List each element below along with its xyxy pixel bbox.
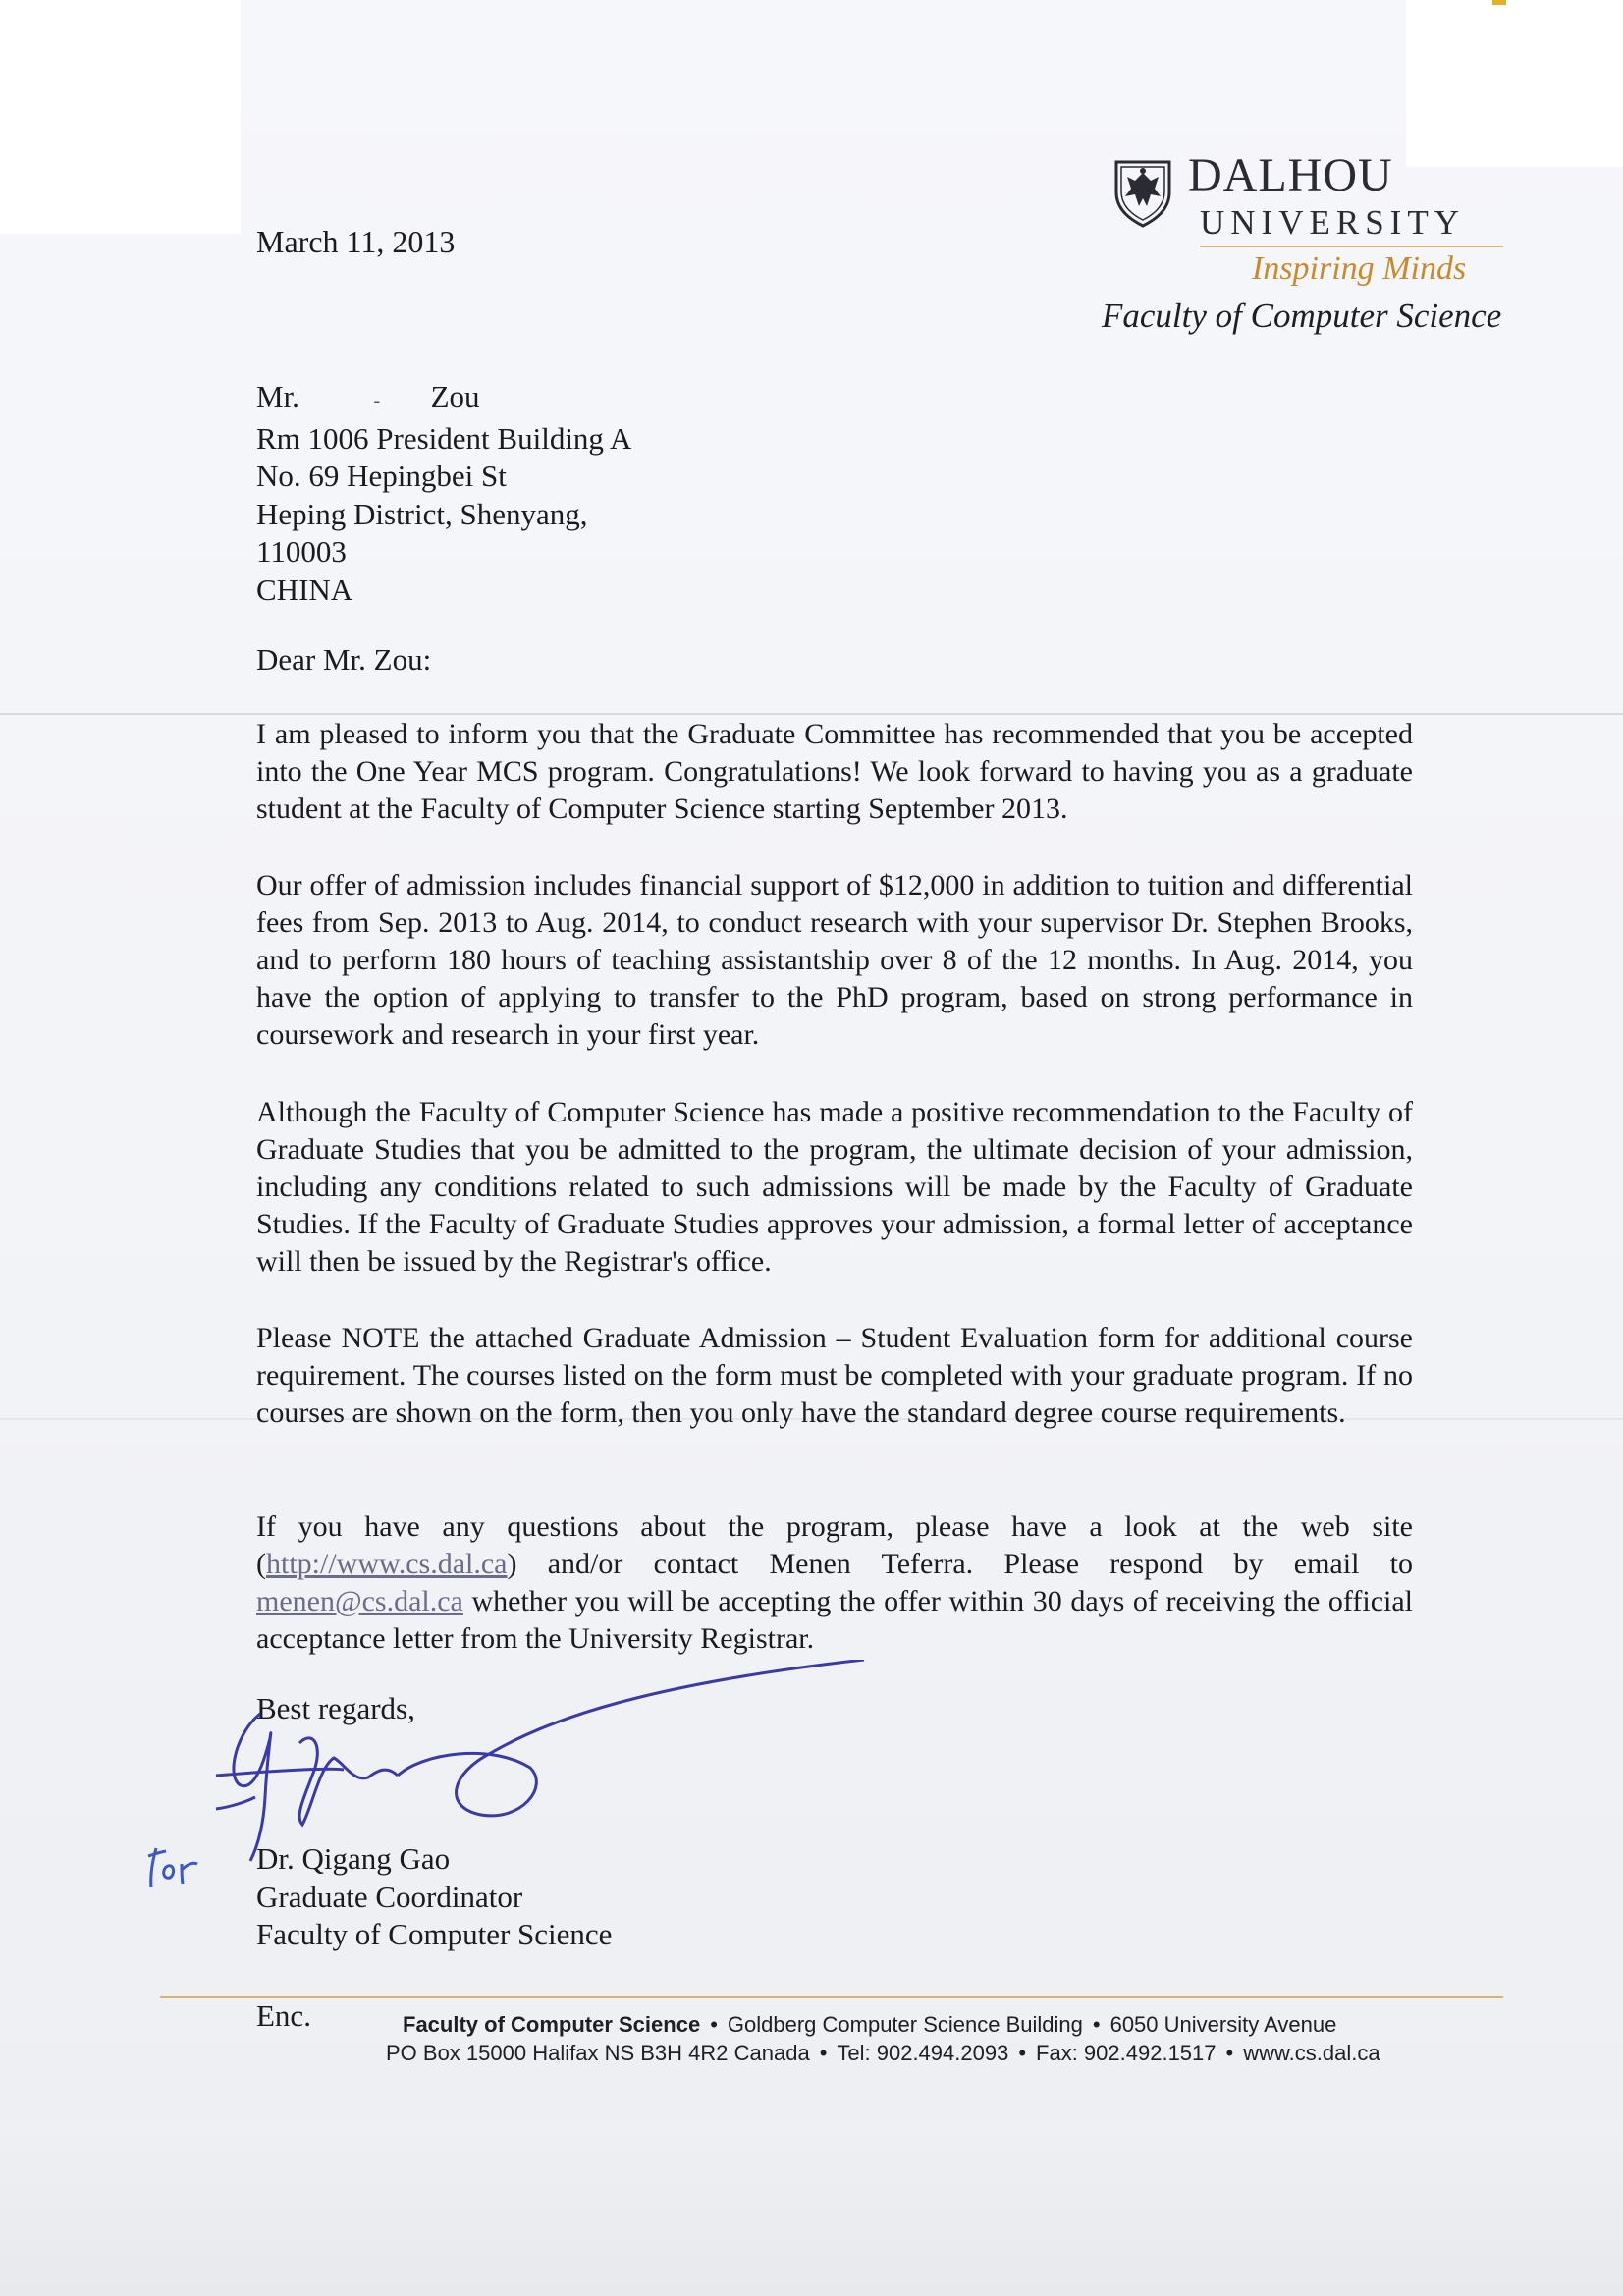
footer-fax: Fax: 902.492.1517 [1036,2041,1217,2065]
address-line: Heping District, Shenyang, [256,496,588,531]
address-line: 110003 [256,534,347,569]
university-tagline: Inspiring Minds [1252,250,1467,287]
bullet-separator: • [1225,2041,1234,2065]
bullet-separator: • [1092,2012,1101,2037]
letter-date: March 11, 2013 [256,224,456,259]
name-redaction-dash: - [373,390,381,411]
body-paragraph: Although the Faculty of Computer Science has made a positive recommendation to the Faculty of Graduate Studies that you be admitted to the program, the ultimate decision of your admission, including any conditions related to such admissions will be made by the Faculty of Graduate Studies. If the Faculty of Graduate Studies approves your admission, a formal letter of acceptance will then be issued by the Registrar's office. [256,1096,1413,1278]
university-name: DALHOU [1188,149,1393,201]
name-prefix: Mr. [256,379,299,413]
paragraph-text: If you have any questions about the program, please have a look at the web site ( [256,1510,1413,1580]
salutation: Dear Mr. Zou: [256,642,432,677]
bullet-separator: • [710,2012,718,2037]
signer-name: Dr. Qigang Gao [256,1841,451,1876]
handwritten-note-icon [142,1842,221,1891]
footer-building: Goldberg Computer Science Building [727,2012,1083,2037]
website-link[interactable]: http://www.cs.dal.ca [266,1548,508,1580]
crest-icon [1113,159,1172,228]
recipient-address [256,378,631,609]
paragraph-text: whether you will be accepting the offer within 30 days of receiving the official acceptance letter from the University Registrar. [256,1585,1413,1655]
address-line: No. 69 Hepingbei St [256,459,507,493]
body-paragraph: Our offer of admission includes financial support of $12,000 in addition to tuition and differential fees from Sep. 2013 to Aug. 2014, to conduct research with your supervisor Dr. Stephen Brooks, and to perform 180 hours of teaching assistantship over 8 of the 12 months. In Aug. 2014, you have the option of applying to transfer to the PhD program, based on strong performance in coursework and research in your first year. [256,869,1413,1051]
footer-address: 6050 University Avenue [1109,2012,1337,2037]
redaction-box [1406,0,1623,167]
footer-po-box: PO Box 15000 Halifax NS B3H 4R2 Canada [386,2041,810,2065]
enclosure-note: Enc. [256,1998,311,2033]
body-paragraph: I am pleased to inform you that the Graduate Committee has recommended that you be accepted into the One Year MCS program. Congratulations! We look forward to having you as a graduate student at the Faculty of Computer Science starting September 2013. [256,718,1413,825]
university-word: UNIVERSITY [1200,203,1465,242]
address-line: CHINA [256,572,353,607]
faculty-heading: Faculty of Computer Science [1102,297,1502,335]
footer-tel: Tel: 902.494.2093 [837,2041,1009,2065]
bullet-separator: • [819,2041,828,2065]
scan-bottom-margin [0,2121,1623,2296]
signer-block [256,1840,612,1954]
address-line: Rm 1006 President Building A [256,420,632,456]
recipient-surname: Zou [430,379,480,413]
fold-line [0,713,1623,715]
footer-line-1 [403,2012,1336,2038]
signer-department: Faculty of Computer Science [256,1917,613,1951]
email-link[interactable]: menen@cs.dal.ca [256,1585,463,1617]
closing: Best regards, [256,1691,415,1725]
redaction-box [0,0,241,234]
body-paragraph: Please NOTE the attached Graduate Admission – Student Evaluation form for additional course requirement. The courses listed on the form must be completed with your graduate program. If no courses are shown on the form, then you only have the standard degree course requirements. [256,1322,1413,1429]
paragraph-text: ) and/or contact Menen Teferra. Please respond by email to [507,1548,1413,1580]
letterhead-rule [1200,246,1503,247]
footer-web[interactable]: www.cs.dal.ca [1243,2041,1380,2065]
footer-rule [160,1996,1503,1998]
scan-mark [1492,0,1506,5]
bullet-separator: • [1018,2041,1027,2065]
signer-title: Graduate Coordinator [256,1879,523,1914]
body-paragraph [256,1508,1413,1658]
recipient-name-line [256,378,631,420]
footer-line-2 [386,2041,1380,2066]
footer-faculty: Faculty of Computer Science [403,2012,701,2037]
